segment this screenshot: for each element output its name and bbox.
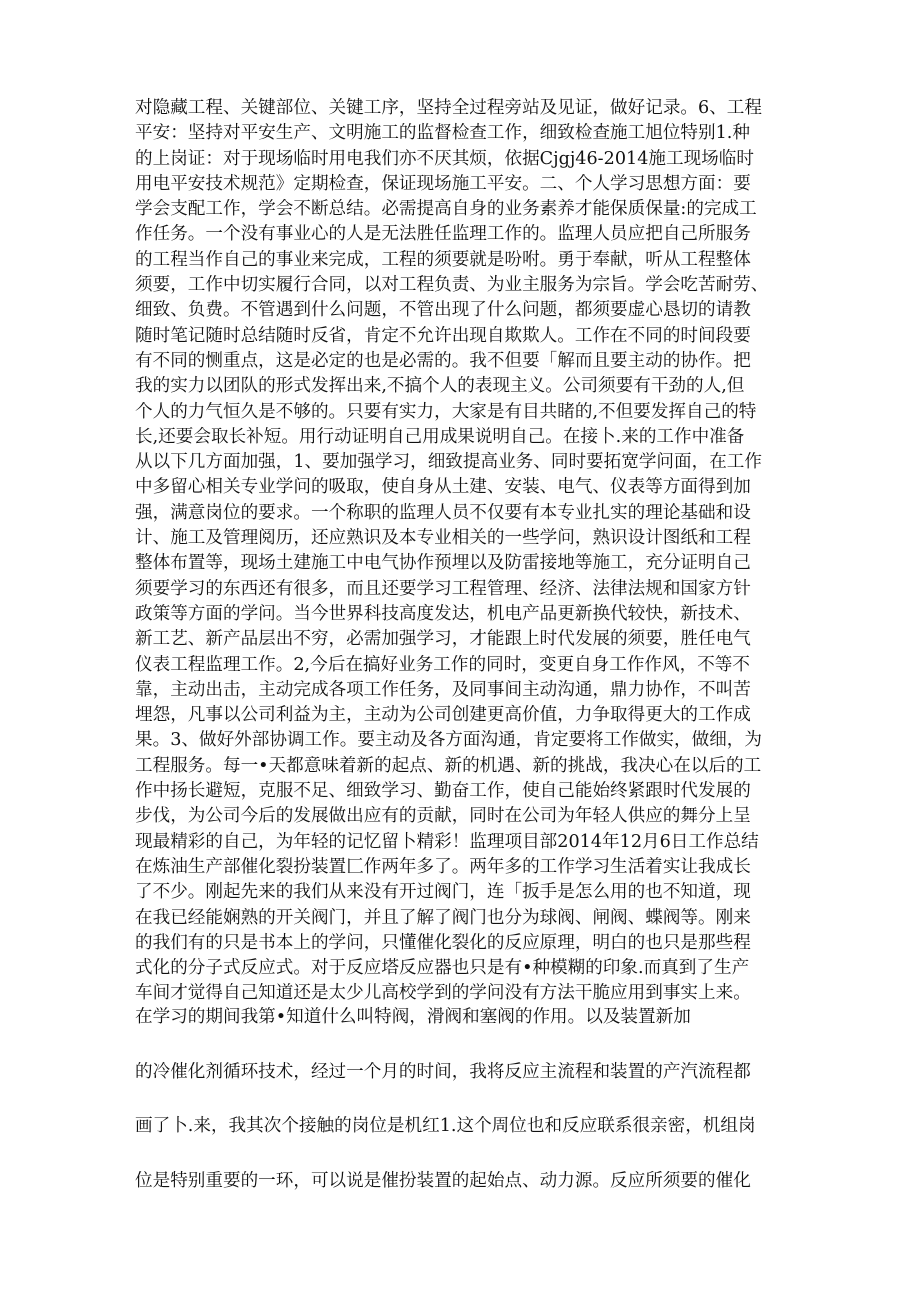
text-line: 新工艺、新产品层出不穷，必需加强学习，才能跟上时代发展的须要，胜任电气 [135,629,751,650]
text-line: 整体布置等，现场土建施工中电气协作预埋以及防雷接地等施工，充分证明自己 [135,553,751,574]
text-line: 个人的力气恒久是不够的。只要有实力，大家是有目共睹的,不但要发挥自己的特 [135,401,757,422]
text-line: 在我已经能娴熟的开关阀门，并且了解了阀门也分为球阀、闸阀、蝶阀等。刚来 [135,907,751,928]
text-line: 画了卜.来，我其次个接触的岗位是机红1.这个周位也和反应联系很亲密，机组岗 [135,1116,756,1136]
text-line: 中多留心相关专业学问的吸取，使自身从土建、安装、电气、仪表等方面得到加 [135,477,751,498]
text-line: 果。3、做好外部协调工作。要主动及各方面沟通，肯定要将工作做实，做细，为 [135,730,762,751]
text-line: 现最精彩的自己，为年轻的记忆留卜精彩！监理项目部2014年12月6日工作总结 [135,831,759,852]
text-line: 了不少。刚起先来的我们从来没有开过阀门，连「扳手是怎么用的也不知道，现 [135,882,751,903]
body-text-dense [135,96,785,1007]
text-line: 强，满意岗位的要求。一个称职的监理人员不仅要有本专业扎实的理论基础和设 [135,502,751,523]
text-line: 式化的分子式反应式。对于反应塔反应器也只是有•种模糊的印象.而真到了生产 [135,958,750,979]
text-line: 作中扬长避短，克服不足、细致学习、勤奋工作，使自己能始终紧跟时代发展的 [135,781,751,802]
text-line: 工程服务。每一•天都意味着新的起点、新的机遇、新的挑战，我决心在以后的工 [135,755,762,776]
text-line: 步伐，为公司今后的发展做出应有的贡献，同时在公司为年轻人供应的舞分上呈 [135,806,751,827]
text-line: 作任务。一个没有事业心的人是无法胜任监理工作的。监理人员应把自己所服务 [135,224,751,245]
text-line: 细致、负费。不管遇到什么问题，不管出现了什么问题，都须要虚心恳切的请教 [135,300,751,321]
text-line: 的上岗证：对于现场临时用电我们亦不厌其烦，依据Cjgj46-2014施工现场临时 [135,148,754,169]
text-line: 的我们有的只是书本上的学问，只懂催化裂化的反应原理，明白的也只是那些程 [135,932,751,953]
text-line: 在学习的期间我第•知道什么叫特阀，滑阀和塞阀的作用。以及装置新加 [135,1007,691,1027]
text-line: 计、施工及管理阅历，还应熟识及本专业相关的一些学问，熟识设计图纸和工程 [135,528,751,549]
text-line: 在炼油生产部催化裂扮装置匚作两年多了。两年多的工作学习生活着实让我成长 [135,856,751,877]
text-line: 须要学习的东西还有很多，而且还要学习工程管理、经济、法律法规和国家方针 [135,578,751,599]
text-line: 我的实力以团队的形式发挥出来,不搞个人的表现主义。公司须要有干劲的人,但 [135,376,745,397]
text-line: 的冷催化剂循环技术，经过一个月的时间，我将反应主流程和装置的产汽流程都 [135,1061,751,1082]
text-line: 从以下几方面加强，1、要加强学习，细致提高业务、同时要拓宽学问面，在工作 [135,452,762,473]
text-line: 埋怨，凡事以公司利益为主，主动为公司创建更高价值，力争取得更大的工作成 [135,705,751,726]
text-line: 靠，主动出击，主动完成各项工作任务，及同事间主动沟通，鼎力协作，不叫苦 [135,679,751,700]
text-line: 车间才觉得自己知道还是太少儿高校学到的学问没有方法干脆应用到事实上来。 [135,983,751,1004]
text-line: 仪表工程监理工作。2,今后在搞好业务工作的同时，变更自身工作作风，不等不 [135,654,750,675]
text-line: 长,还要会取长补短。用行动证明自己用成果说明自己。在接卜.来的工作中准备 [135,426,745,447]
text-line: 用电平安技术规范》定期检查，保证现场施工平安。二、个人学习思想方面：要 [135,173,751,194]
text-line: 平安：坚持对平安生产、文明施工的监督检查工作，细致检查施工旭位特别1.种 [135,123,750,144]
text-line: 的工程当作自己的事业来完成，工程的须要就是吩咐。勇于奉献，听从工程整体 [135,249,751,270]
text-line: 位是特别重要的一环，可以说是催扮装置的起始点、动力源。反应所须要的催化 [135,1170,751,1191]
text-line: 随时笔记随时总结随时反省，肯定不允许出现自欺欺人。工作在不同的时间段要 [135,325,751,346]
text-line: 有不同的恻重点，这是必定的也是必需的。我不但要「解而且要主动的协作。把 [135,350,751,371]
text-line: 学会支配工作，学会不断总结。必需提高自身的业务素养才能保质保量:的完成工 [135,199,757,220]
text-line: 须要，工作中切实履行合同，以对工程负责、为业主服务为宗旨。学会吃苦耐劳、 [135,275,769,296]
text-line: 政策等方面的学问。当今世界科技高度发达，机电产品更新换代较快，新技术、 [135,603,751,624]
text-line: 对隐藏工程、关键部位、关键工序，坚持全过程旁站及见证，做好记录。6、工程 [135,98,762,118]
body-text-loose [135,990,785,1208]
